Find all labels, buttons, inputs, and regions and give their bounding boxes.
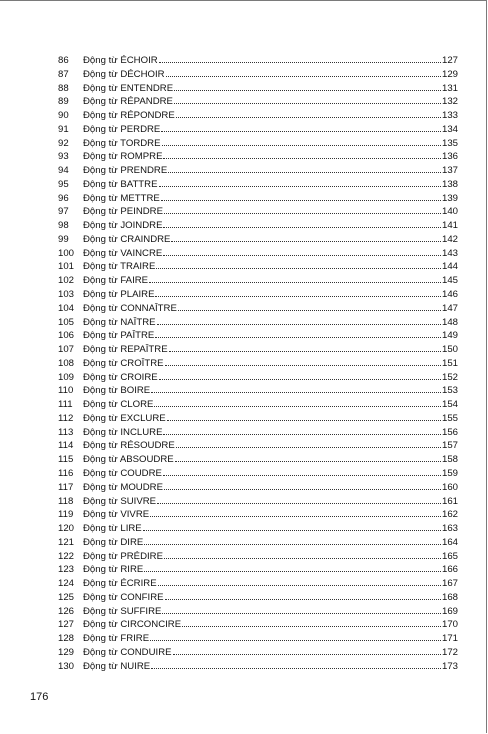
toc-entry-number: 119 (58, 509, 74, 521)
dot-leader (171, 240, 441, 242)
toc-entry-page: 131 (441, 82, 458, 94)
toc-entry-number: 124 (58, 578, 75, 590)
toc-entry-page: 153 (441, 385, 458, 397)
dot-leader (169, 350, 441, 352)
toc-entry[interactable] (58, 412, 458, 426)
toc-entry-page: 139 (441, 192, 458, 204)
toc-entry-number: 116 (58, 467, 74, 479)
toc-entry-page: 169 (441, 605, 458, 617)
toc-entry-title: Động từ ROMPRE (83, 151, 163, 163)
toc-entry-number: 95 (58, 178, 69, 190)
dot-leader (154, 405, 441, 407)
toc-entry-title: Động từ CROIRE (83, 371, 158, 383)
toc-entry-title: Động từ ENTENDRE (83, 82, 174, 94)
toc-entry[interactable] (58, 164, 458, 178)
toc-entry-number: 130 (58, 660, 75, 672)
toc-entry[interactable] (58, 563, 458, 577)
toc-entry-number: 125 (58, 591, 75, 603)
toc-entry-title: Động từ RÉPANDRE (83, 96, 173, 108)
dot-leader (163, 254, 441, 256)
toc-entry[interactable] (58, 357, 458, 371)
toc-entry-number: 94 (58, 165, 69, 177)
toc-entry-number: 115 (58, 454, 74, 466)
toc-entry-number: 89 (58, 96, 69, 108)
toc-entry[interactable] (58, 660, 458, 674)
toc-entry[interactable] (58, 192, 458, 206)
toc-entry-number: 127 (58, 619, 75, 631)
toc-entry[interactable] (58, 550, 458, 564)
toc-entry-title: Động từ ÉCHOIR (83, 55, 158, 66)
toc-entry[interactable] (58, 481, 458, 495)
toc-entry-number: 126 (58, 605, 75, 617)
toc-entry-title: Động từ NAÎTRE (83, 316, 156, 328)
toc-entry-number: 93 (58, 151, 69, 163)
toc-entry-page: 136 (441, 151, 458, 163)
toc-entry-page: 161 (441, 495, 458, 507)
toc-entry-title: Động từ EXCLURE (83, 412, 166, 424)
toc-entry-title: Động từ INCLURE (83, 426, 163, 438)
toc-entry-page: 148 (441, 316, 458, 328)
toc-entry[interactable] (58, 371, 458, 385)
toc-entry-title: Động từ CONNAÎTRE (83, 302, 177, 314)
toc-entry-number: 111 (58, 399, 73, 411)
toc-entry-title: Động từ VAINCRE (83, 247, 163, 259)
toc-entry-page: 156 (441, 426, 458, 438)
toc-entry-title: Động từ VIVRE (83, 509, 150, 521)
toc-entry-number: 122 (58, 550, 75, 562)
toc-entry-page: 146 (441, 289, 458, 301)
toc-entry[interactable] (58, 467, 458, 481)
toc-entry-page: 145 (441, 275, 458, 287)
dot-leader (157, 502, 441, 504)
toc-entry[interactable] (58, 109, 458, 123)
dot-leader (174, 102, 441, 104)
toc-entry-number: 120 (58, 523, 75, 535)
toc-entry-title: Động từ LIRE (83, 523, 142, 535)
dot-leader (161, 199, 441, 201)
toc-entry[interactable] (58, 205, 458, 219)
dot-leader (168, 171, 441, 173)
toc-entry-page: 160 (441, 481, 458, 493)
toc-entry-page: 147 (441, 302, 458, 314)
toc-entry[interactable] (58, 68, 458, 82)
toc-entry-page: 165 (441, 550, 458, 562)
toc-entry[interactable] (58, 384, 458, 398)
dot-leader (155, 336, 441, 338)
toc-entry[interactable] (58, 233, 458, 247)
toc-entry-page: 170 (441, 619, 458, 631)
toc-entry-title: Động từ DIRE (83, 536, 144, 548)
toc-entry-title: Động từ RÉSOUDRE (83, 440, 175, 452)
toc-entry[interactable] (58, 646, 458, 660)
toc-entry[interactable] (58, 398, 458, 412)
toc-entry-page: 129 (441, 68, 458, 80)
toc-entry-title: Động từ PERDRE (83, 123, 161, 135)
dot-leader (143, 529, 441, 531)
table-of-contents (58, 54, 458, 673)
toc-entry-title: Động từ RIRE (83, 564, 144, 576)
toc-entry-page: 155 (441, 412, 458, 424)
dot-leader (157, 323, 441, 325)
toc-entry-title: Động từ PAÎTRE (83, 330, 155, 342)
toc-entry-page: 142 (441, 233, 458, 245)
dot-leader (176, 446, 441, 448)
toc-entry-title: Động từ TRAIRE (83, 261, 156, 273)
toc-entry-page: 171 (441, 633, 458, 645)
toc-entry-page: 144 (441, 261, 458, 273)
toc-entry-number: 117 (58, 481, 74, 493)
dot-leader (176, 116, 441, 118)
toc-entry-title: Động từ SUIVRE (83, 495, 157, 507)
toc-entry-title: Động từ FRIRE (83, 633, 150, 645)
toc-entry[interactable] (58, 302, 458, 316)
toc-entry-number: 114 (58, 440, 74, 452)
toc-entry-page: 138 (441, 178, 458, 190)
toc-entry-page: 135 (441, 137, 458, 149)
toc-entry-number: 103 (58, 289, 75, 301)
toc-entry-page: 152 (441, 371, 458, 383)
toc-entry-number: 87 (58, 68, 69, 80)
toc-entry-page: 141 (441, 220, 458, 232)
toc-entry-page: 143 (441, 247, 458, 259)
toc-entry-page: 168 (441, 591, 458, 603)
toc-entry[interactable] (58, 343, 458, 357)
toc-entry-title: Động từ COUDRE (83, 467, 162, 479)
toc-entry-number: 112 (58, 412, 74, 424)
toc-entry-title: Động từ BOIRE (83, 385, 151, 397)
toc-entry-number: 106 (58, 330, 75, 342)
toc-entry-page: 127 (441, 55, 458, 66)
dot-leader (155, 295, 441, 297)
toc-entry-title: Động từ MOUDRE (83, 481, 163, 493)
dot-leader (164, 557, 441, 559)
toc-entry-title: Động từ BATTRE (83, 178, 158, 190)
toc-entry-number: 109 (58, 371, 75, 383)
toc-entry-title: Động từ TORDRE (83, 137, 161, 149)
toc-entry[interactable] (58, 260, 458, 274)
toc-entry-number: 86 (58, 55, 69, 66)
toc-entry-page: 134 (441, 123, 458, 135)
toc-entry-number: 101 (58, 261, 75, 273)
toc-entry[interactable] (58, 453, 458, 467)
dot-leader (144, 570, 441, 572)
toc-entry[interactable] (58, 95, 458, 109)
toc-entry-page: 151 (441, 357, 458, 369)
toc-entry[interactable] (58, 54, 458, 68)
toc-entry[interactable] (58, 123, 458, 137)
toc-entry-number: 91 (58, 123, 69, 135)
dot-leader (163, 433, 441, 435)
toc-entry-title: Động từ JOINDRE (83, 220, 163, 232)
dot-leader (159, 61, 441, 63)
toc-entry-number: 105 (58, 316, 75, 328)
toc-entry-number: 113 (58, 426, 74, 438)
toc-entry-page: 166 (441, 564, 458, 576)
toc-entry[interactable] (58, 137, 458, 151)
toc-entry-title: Động từ CROÎTRE (83, 357, 164, 369)
toc-entry-page: 167 (441, 578, 458, 590)
toc-entry-title: Động từ SUFFIRE (83, 605, 162, 617)
toc-entry-title: Động từ NUIRE (83, 660, 151, 672)
toc-entry-number: 98 (58, 220, 69, 232)
toc-entry-title: Động từ PEINDRE (83, 206, 164, 218)
toc-entry-title: Động từ PRÉDIRE (83, 550, 164, 562)
toc-entry-number: 128 (58, 633, 75, 645)
toc-entry-number: 123 (58, 564, 75, 576)
toc-entry[interactable] (58, 495, 458, 509)
dot-leader (165, 598, 441, 600)
toc-entry-page: 132 (441, 96, 458, 108)
dot-leader (165, 364, 441, 366)
toc-entry[interactable] (58, 618, 458, 632)
toc-entry[interactable] (58, 439, 458, 453)
dot-leader (150, 639, 441, 641)
dot-leader (167, 419, 441, 421)
dot-leader (182, 625, 441, 627)
toc-entry[interactable] (58, 219, 458, 233)
toc-entry-title: Động từ REPAÎTRE (83, 344, 168, 356)
toc-entry[interactable] (58, 591, 458, 605)
toc-entry-title: Động từ CRAINDRE (83, 233, 171, 245)
dot-leader (163, 474, 441, 476)
dot-leader (164, 488, 441, 490)
toc-entry[interactable] (58, 508, 458, 522)
toc-entry-title: Động từ ABSOUDRE (83, 454, 174, 466)
toc-entry-title: Động từ CONDUIRE (83, 646, 172, 658)
dot-leader (175, 460, 441, 462)
toc-entry-title: Động từ METTRE (83, 192, 160, 204)
toc-entry[interactable] (58, 632, 458, 646)
dot-leader (159, 185, 441, 187)
toc-entry-title: Động từ CONFIRE (83, 591, 164, 603)
toc-entry[interactable] (58, 150, 458, 164)
toc-entry-title: Động từ RÉPONDRE (83, 110, 175, 122)
dot-leader (156, 267, 441, 269)
toc-entry[interactable] (58, 288, 458, 302)
toc-entry-number: 110 (58, 385, 74, 397)
toc-entry-page: 158 (441, 454, 458, 466)
toc-entry[interactable] (58, 329, 458, 343)
toc-entry-number: 108 (58, 357, 75, 369)
dot-leader (149, 281, 441, 283)
dot-leader (166, 75, 441, 77)
dot-leader (162, 612, 441, 614)
dot-leader (173, 653, 441, 655)
toc-entry[interactable] (58, 274, 458, 288)
dot-leader (164, 212, 441, 214)
toc-entry-number: 90 (58, 110, 69, 122)
dot-leader (178, 309, 441, 311)
toc-entry-number: 104 (58, 302, 75, 314)
toc-entry-number: 92 (58, 137, 69, 149)
dot-leader (163, 157, 441, 159)
toc-entry-title: Động từ CIRCONCIRE (83, 619, 182, 631)
toc-entry-page: 137 (441, 165, 458, 177)
dot-leader (162, 144, 441, 146)
toc-entry-page: 172 (441, 646, 458, 658)
dot-leader (151, 391, 441, 393)
dot-leader (144, 543, 441, 545)
toc-entry[interactable] (58, 605, 458, 619)
toc-entry-page: 154 (441, 399, 458, 411)
toc-entry-page: 149 (441, 330, 458, 342)
toc-entry-page: 133 (441, 110, 458, 122)
toc-entry-page: 140 (441, 206, 458, 218)
toc-entry-number: 129 (58, 646, 75, 658)
dot-leader (174, 89, 441, 91)
dot-leader (150, 515, 441, 517)
toc-entry-number: 96 (58, 192, 69, 204)
dot-leader (158, 584, 441, 586)
toc-entry-page: 162 (441, 509, 458, 521)
toc-entry-number: 107 (58, 344, 75, 356)
toc-entry-title: Động từ CLORE (83, 399, 154, 411)
toc-entry-number: 99 (58, 233, 69, 245)
toc-entry[interactable] (58, 426, 458, 440)
toc-entry-title: Động từ PRENDRE (83, 165, 168, 177)
toc-entry-page: 159 (441, 467, 458, 479)
toc-entry[interactable] (58, 522, 458, 536)
toc-entry-page: 157 (441, 440, 458, 452)
toc-entry[interactable] (58, 316, 458, 330)
toc-entry-page: 164 (441, 536, 458, 548)
toc-entry-title: Động từ FAIRE (83, 275, 149, 287)
toc-entry[interactable] (58, 82, 458, 96)
page-number: 176 (30, 691, 49, 703)
toc-entry-number: 121 (58, 536, 75, 548)
toc-entry-number: 97 (58, 206, 69, 218)
toc-entry-page: 150 (441, 344, 458, 356)
toc-entry-page: 163 (441, 523, 458, 535)
dot-leader (159, 378, 441, 380)
toc-entry-number: 88 (58, 82, 69, 94)
toc-entry-number: 118 (58, 495, 74, 507)
toc-entry-title: Động từ ÉCRIRE (83, 578, 157, 590)
dot-leader (161, 130, 441, 132)
toc-entry[interactable] (58, 247, 458, 261)
toc-entry[interactable] (58, 178, 458, 192)
toc-entry-title: Động từ DÉCHOIR (83, 68, 165, 80)
dot-leader (151, 667, 441, 669)
toc-entry-number: 102 (58, 275, 75, 287)
dot-leader (163, 226, 441, 228)
toc-entry-number: 100 (58, 247, 75, 259)
toc-entry-page: 173 (441, 660, 458, 672)
toc-entry[interactable] (58, 577, 458, 591)
toc-entry[interactable] (58, 536, 458, 550)
toc-entry-title: Động từ PLAIRE (83, 289, 155, 301)
